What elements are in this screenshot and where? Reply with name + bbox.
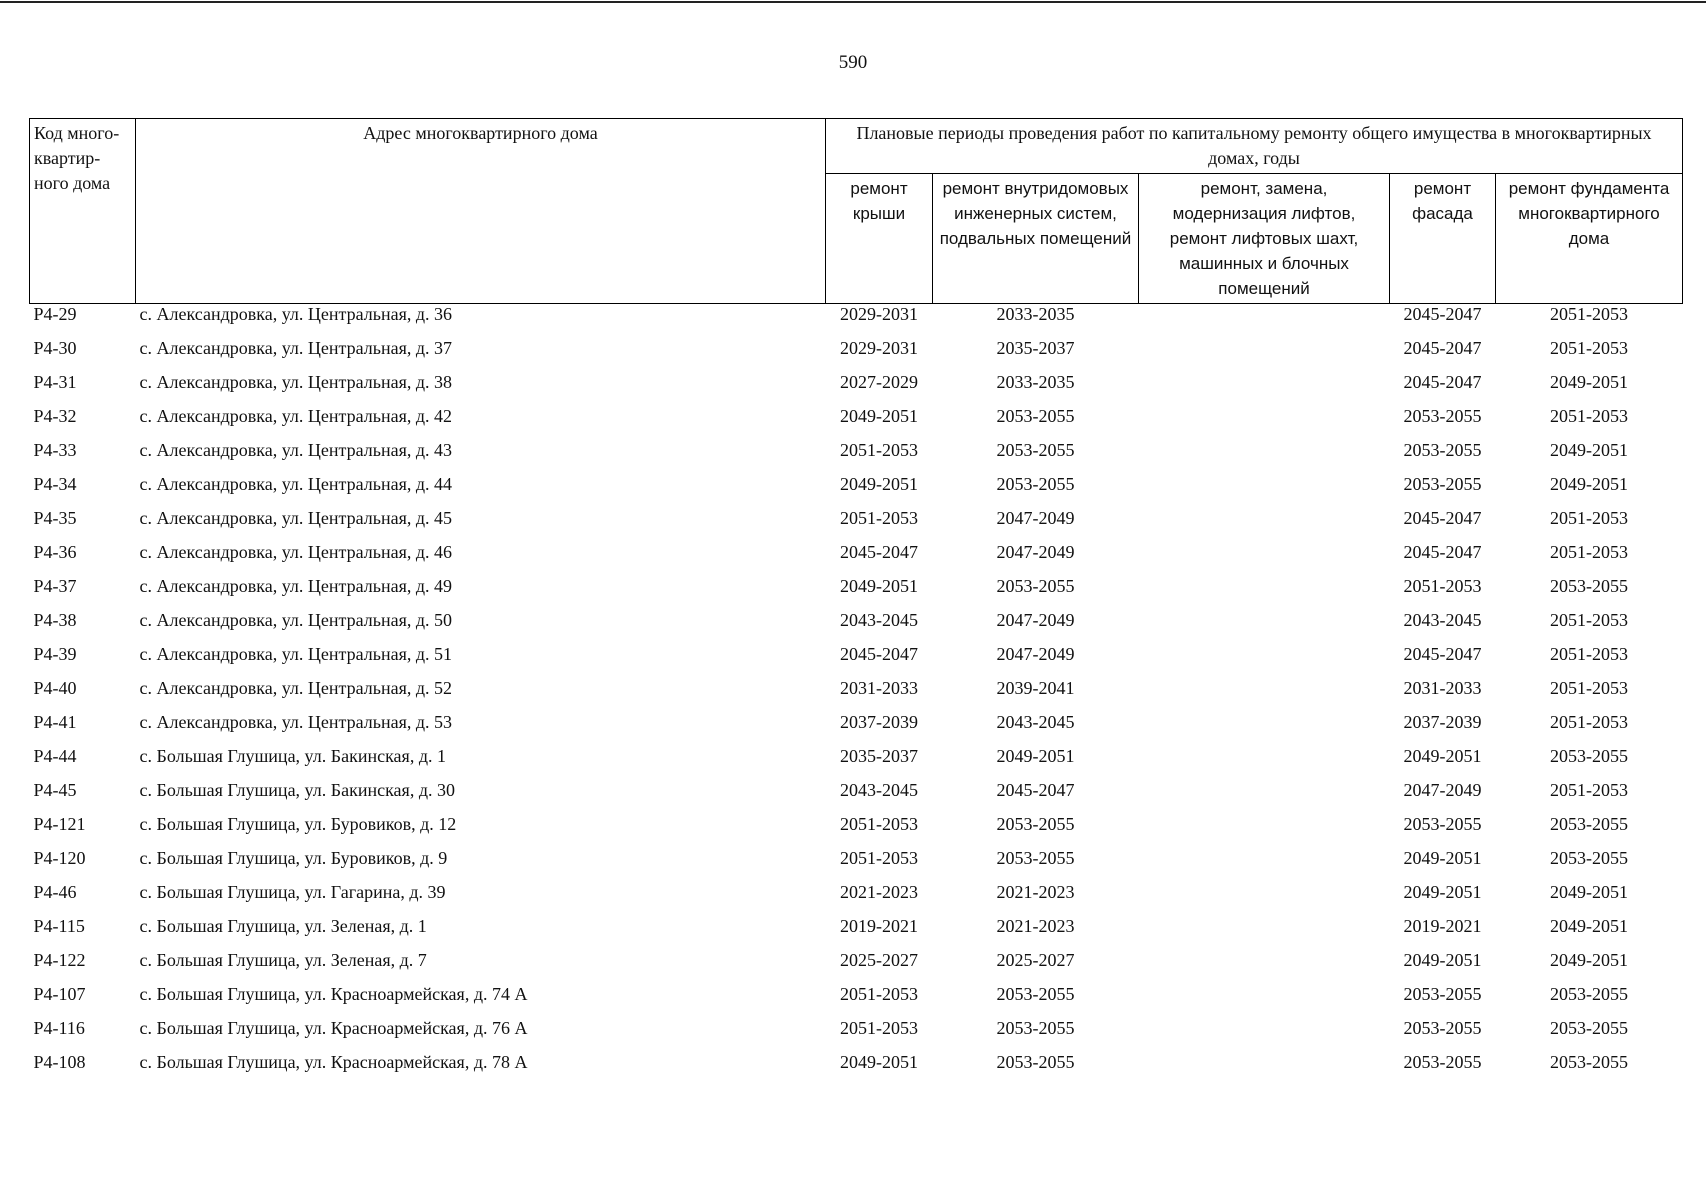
cell-address: с. Большая Глушица, ул. Буровиков, д. 9	[139, 848, 448, 868]
cell-house-code: Р4-34	[33, 474, 77, 494]
table-row	[30, 780, 1683, 814]
cell-roof-period: 2051-2053	[840, 508, 918, 528]
cell-address: с. Большая Глушица, ул. Бакинская, д. 30	[139, 780, 455, 800]
header-planned-periods: Плановые периоды проведения работ по капитальному ремонту общего имущества в многоквартирных домах, годы	[826, 119, 1683, 174]
cell-foundation-period: 2049-2051	[1550, 882, 1629, 902]
cell-house-code: Р4-32	[33, 406, 77, 426]
cell-foundation-period: 2053-2055	[1550, 984, 1629, 1004]
cell-systems-period: 2053-2055	[996, 1052, 1075, 1072]
cell-facade-period: 2049-2051	[1403, 848, 1482, 868]
cell-lifts-period	[1139, 678, 1390, 712]
cell-lifts-period	[1139, 916, 1390, 950]
cell-facade-period: 2045-2047	[1403, 372, 1482, 392]
cell-roof-period: 2049-2051	[840, 474, 918, 494]
cell-address: с. Большая Глушица, ул. Красноармейская, д. 76 А	[139, 1018, 528, 1038]
cell-roof-period: 2049-2051	[840, 576, 918, 596]
cell-facade-period: 2053-2055	[1403, 474, 1482, 494]
cell-house-code: Р4-45	[33, 780, 77, 800]
cell-roof-period: 2051-2053	[840, 984, 918, 1004]
cell-facade-period: 2049-2051	[1403, 746, 1482, 766]
cell-address: с. Александровка, ул. Центральная, д. 49	[139, 576, 453, 596]
cell-foundation-period: 2051-2053	[1550, 508, 1629, 528]
cell-lifts-period	[1139, 508, 1390, 542]
cell-systems-period: 2045-2047	[996, 780, 1075, 800]
cell-facade-period: 2019-2021	[1403, 916, 1482, 936]
table-row	[30, 712, 1683, 746]
header-address: Адрес многоквартирного дома	[136, 119, 826, 304]
table-row	[30, 576, 1683, 610]
cell-facade-period: 2031-2033	[1403, 678, 1482, 698]
cell-address: с. Александровка, ул. Центральная, д. 45	[139, 508, 453, 528]
cell-systems-period: 2047-2049	[996, 644, 1075, 664]
cell-address: с. Большая Глушица, ул. Гагарина, д. 39	[139, 882, 446, 902]
cell-foundation-period: 2051-2053	[1550, 406, 1629, 426]
cell-facade-period: 2051-2053	[1403, 576, 1482, 596]
cell-facade-period: 2045-2047	[1403, 644, 1482, 664]
cell-foundation-period: 2049-2051	[1550, 474, 1629, 494]
table-row	[30, 338, 1683, 372]
cell-foundation-period: 2051-2053	[1550, 644, 1629, 664]
cell-lifts-period	[1139, 576, 1390, 610]
table-body	[30, 304, 1683, 1087]
table-row	[30, 440, 1683, 474]
cell-lifts-period	[1139, 780, 1390, 814]
cell-house-code: Р4-40	[33, 678, 77, 698]
cell-lifts-period	[1139, 950, 1390, 984]
cell-foundation-period: 2049-2051	[1550, 916, 1629, 936]
cell-facade-period: 2037-2039	[1403, 712, 1482, 732]
cell-address: с. Александровка, ул. Центральная, д. 50	[139, 610, 453, 630]
header-roof: ремонт крыши	[826, 174, 933, 304]
cell-address: с. Александровка, ул. Центральная, д. 51	[139, 644, 453, 664]
cell-roof-period: 2043-2045	[840, 610, 918, 630]
table-row	[30, 678, 1683, 712]
cell-systems-period: 2053-2055	[996, 440, 1075, 460]
cell-address: с. Большая Глушица, ул. Буровиков, д. 12	[139, 814, 457, 834]
cell-house-code: Р4-35	[33, 508, 77, 528]
cell-lifts-period	[1139, 848, 1390, 882]
cell-roof-period: 2019-2021	[840, 916, 918, 936]
table-row	[30, 474, 1683, 508]
cell-house-code: Р4-108	[33, 1052, 86, 1072]
cell-house-code: Р4-121	[33, 814, 86, 834]
cell-facade-period: 2043-2045	[1403, 610, 1482, 630]
cell-lifts-period	[1139, 304, 1390, 339]
table-row	[30, 1018, 1683, 1052]
cell-house-code: Р4-41	[33, 712, 77, 732]
cell-foundation-period: 2053-2055	[1550, 814, 1629, 834]
cell-house-code: Р4-46	[33, 882, 77, 902]
cell-foundation-period: 2049-2051	[1550, 372, 1629, 392]
cell-systems-period: 2025-2027	[996, 950, 1075, 970]
cell-house-code: Р4-37	[33, 576, 77, 596]
cell-systems-period: 2021-2023	[996, 916, 1075, 936]
table-row	[30, 882, 1683, 916]
cell-facade-period: 2053-2055	[1403, 1052, 1482, 1072]
cell-lifts-period	[1139, 1018, 1390, 1052]
cell-systems-period: 2053-2055	[996, 406, 1075, 426]
cell-roof-period: 2029-2031	[840, 338, 918, 358]
cell-roof-period: 2021-2023	[840, 882, 918, 902]
cell-address: с. Большая Глушица, ул. Красноармейская, д. 78 А	[139, 1052, 528, 1072]
cell-foundation-period: 2051-2053	[1550, 304, 1629, 324]
cell-address: с. Александровка, ул. Центральная, д. 43	[139, 440, 453, 460]
cell-address: с. Александровка, ул. Центральная, д. 46	[139, 542, 453, 562]
cell-address: с. Александровка, ул. Центральная, д. 52	[139, 678, 453, 698]
table-row	[30, 746, 1683, 780]
cell-systems-period: 2039-2041	[996, 678, 1075, 698]
table-row	[30, 814, 1683, 848]
cell-systems-period: 2047-2049	[996, 542, 1075, 562]
table-row	[30, 372, 1683, 406]
cell-house-code: Р4-31	[33, 372, 77, 392]
cell-lifts-period	[1139, 712, 1390, 746]
cell-roof-period: 2029-2031	[840, 304, 918, 324]
cell-systems-period: 2021-2023	[996, 882, 1075, 902]
header-systems: ремонт внутридомовых инженерных систем, подвальных помещений	[933, 174, 1139, 304]
header-house-code: Код много-квартир-ного дома	[30, 119, 136, 304]
cell-roof-period: 2025-2027	[840, 950, 918, 970]
cell-foundation-period: 2051-2053	[1550, 780, 1629, 800]
cell-lifts-period	[1139, 1052, 1390, 1086]
cell-house-code: Р4-33	[33, 440, 77, 460]
cell-systems-period: 2047-2049	[996, 508, 1075, 528]
cell-systems-period: 2053-2055	[996, 814, 1075, 834]
cell-systems-period: 2033-2035	[996, 304, 1075, 324]
cell-address: с. Александровка, ул. Центральная, д. 42	[139, 406, 453, 426]
cell-systems-period: 2053-2055	[996, 474, 1075, 494]
cell-systems-period: 2053-2055	[996, 1018, 1075, 1038]
cell-lifts-period	[1139, 882, 1390, 916]
cell-lifts-period	[1139, 984, 1390, 1018]
cell-foundation-period: 2053-2055	[1550, 746, 1629, 766]
table-row	[30, 916, 1683, 950]
cell-roof-period: 2043-2045	[840, 780, 918, 800]
header-foundation: ремонт фундамента многоквартирного дома	[1496, 174, 1683, 304]
header-row-1	[30, 119, 1683, 174]
cell-systems-period: 2053-2055	[996, 576, 1075, 596]
cell-address: с. Александровка, ул. Центральная, д. 53	[139, 712, 453, 732]
cell-house-code: Р4-44	[33, 746, 77, 766]
top-border-line	[0, 1, 1706, 3]
cell-lifts-period	[1139, 440, 1390, 474]
cell-roof-period: 2049-2051	[840, 406, 918, 426]
cell-lifts-period	[1139, 542, 1390, 576]
table-row	[30, 848, 1683, 882]
cell-facade-period: 2053-2055	[1403, 1018, 1482, 1038]
cell-house-code: Р4-38	[33, 610, 77, 630]
table-row	[30, 610, 1683, 644]
cell-address: с. Большая Глушица, ул. Зеленая, д. 1	[139, 916, 427, 936]
cell-foundation-period: 2049-2051	[1550, 950, 1629, 970]
cell-systems-period: 2047-2049	[996, 610, 1075, 630]
cell-foundation-period: 2051-2053	[1550, 338, 1629, 358]
cell-roof-period: 2051-2053	[840, 814, 918, 834]
cell-lifts-period	[1139, 406, 1390, 440]
cell-roof-period: 2051-2053	[840, 440, 918, 460]
cell-address: с. Александровка, ул. Центральная, д. 44	[139, 474, 453, 494]
cell-address: с. Александровка, ул. Центральная, д. 36	[139, 304, 453, 324]
table-row	[30, 508, 1683, 542]
cell-facade-period: 2049-2051	[1403, 950, 1482, 970]
cell-roof-period: 2037-2039	[840, 712, 918, 732]
cell-foundation-period: 2051-2053	[1550, 678, 1629, 698]
cell-roof-period: 2051-2053	[840, 848, 918, 868]
cell-facade-period: 2053-2055	[1403, 814, 1482, 834]
cell-systems-period: 2043-2045	[996, 712, 1075, 732]
cell-lifts-period	[1139, 474, 1390, 508]
cell-systems-period: 2053-2055	[996, 984, 1075, 1004]
cell-foundation-period: 2053-2055	[1550, 1052, 1629, 1072]
cell-house-code: Р4-36	[33, 542, 77, 562]
table-header	[30, 119, 1683, 304]
table-row	[30, 406, 1683, 440]
cell-facade-period: 2045-2047	[1403, 304, 1482, 324]
cell-systems-period: 2035-2037	[996, 338, 1075, 358]
cell-house-code: Р4-30	[33, 338, 77, 358]
cell-foundation-period: 2053-2055	[1550, 848, 1629, 868]
table-row	[30, 984, 1683, 1018]
cell-house-code: Р4-115	[33, 916, 85, 936]
cell-foundation-period: 2049-2051	[1550, 440, 1629, 460]
cell-roof-period: 2049-2051	[840, 1052, 918, 1072]
cell-systems-period: 2049-2051	[996, 746, 1075, 766]
cell-address: с. Александровка, ул. Центральная, д. 38	[139, 372, 453, 392]
cell-house-code: Р4-39	[33, 644, 77, 664]
cell-facade-period: 2053-2055	[1403, 984, 1482, 1004]
cell-facade-period: 2045-2047	[1403, 508, 1482, 528]
cell-address: с. Большая Глушица, ул. Красноармейская, д. 74 А	[139, 984, 528, 1004]
cell-systems-period: 2053-2055	[996, 848, 1075, 868]
cell-facade-period: 2045-2047	[1403, 338, 1482, 358]
cell-systems-period: 2033-2035	[996, 372, 1075, 392]
cell-address: с. Большая Глушица, ул. Зеленая, д. 7	[139, 950, 427, 970]
capital-repair-schedule-table	[29, 118, 1683, 1086]
cell-house-code: Р4-107	[33, 984, 86, 1004]
cell-roof-period: 2027-2029	[840, 372, 918, 392]
cell-foundation-period: 2053-2055	[1550, 576, 1629, 596]
cell-roof-period: 2051-2053	[840, 1018, 918, 1038]
table-row	[30, 1052, 1683, 1086]
cell-lifts-period	[1139, 610, 1390, 644]
cell-facade-period: 2047-2049	[1403, 780, 1482, 800]
header-facade: ремонт фасада	[1390, 174, 1496, 304]
cell-roof-period: 2045-2047	[840, 644, 918, 664]
cell-facade-period: 2053-2055	[1403, 440, 1482, 460]
cell-address: с. Александровка, ул. Центральная, д. 37	[139, 338, 453, 358]
cell-foundation-period: 2051-2053	[1550, 542, 1629, 562]
cell-lifts-period	[1139, 338, 1390, 372]
table-row	[30, 950, 1683, 984]
cell-roof-period: 2045-2047	[840, 542, 918, 562]
header-lifts: ремонт, замена, модернизация лифтов, ремонт лифтовых шахт, машинных и блочных помещений	[1139, 174, 1390, 304]
table-row	[30, 644, 1683, 678]
cell-lifts-period	[1139, 644, 1390, 678]
cell-lifts-period	[1139, 746, 1390, 780]
cell-roof-period: 2035-2037	[840, 746, 918, 766]
cell-foundation-period: 2053-2055	[1550, 1018, 1629, 1038]
cell-facade-period: 2049-2051	[1403, 882, 1482, 902]
cell-facade-period: 2045-2047	[1403, 542, 1482, 562]
cell-address: с. Большая Глушица, ул. Бакинская, д. 1	[139, 746, 446, 766]
cell-roof-period: 2031-2033	[840, 678, 918, 698]
cell-house-code: Р4-116	[33, 1018, 85, 1038]
page-number: 590	[838, 52, 868, 73]
cell-foundation-period: 2051-2053	[1550, 610, 1629, 630]
cell-lifts-period	[1139, 372, 1390, 406]
cell-house-code: Р4-120	[33, 848, 86, 868]
cell-facade-period: 2053-2055	[1403, 406, 1482, 426]
cell-house-code: Р4-29	[33, 304, 77, 324]
cell-house-code: Р4-122	[33, 950, 86, 970]
cell-lifts-period	[1139, 814, 1390, 848]
table-row	[30, 304, 1683, 339]
cell-foundation-period: 2051-2053	[1550, 712, 1629, 732]
table-row	[30, 542, 1683, 576]
